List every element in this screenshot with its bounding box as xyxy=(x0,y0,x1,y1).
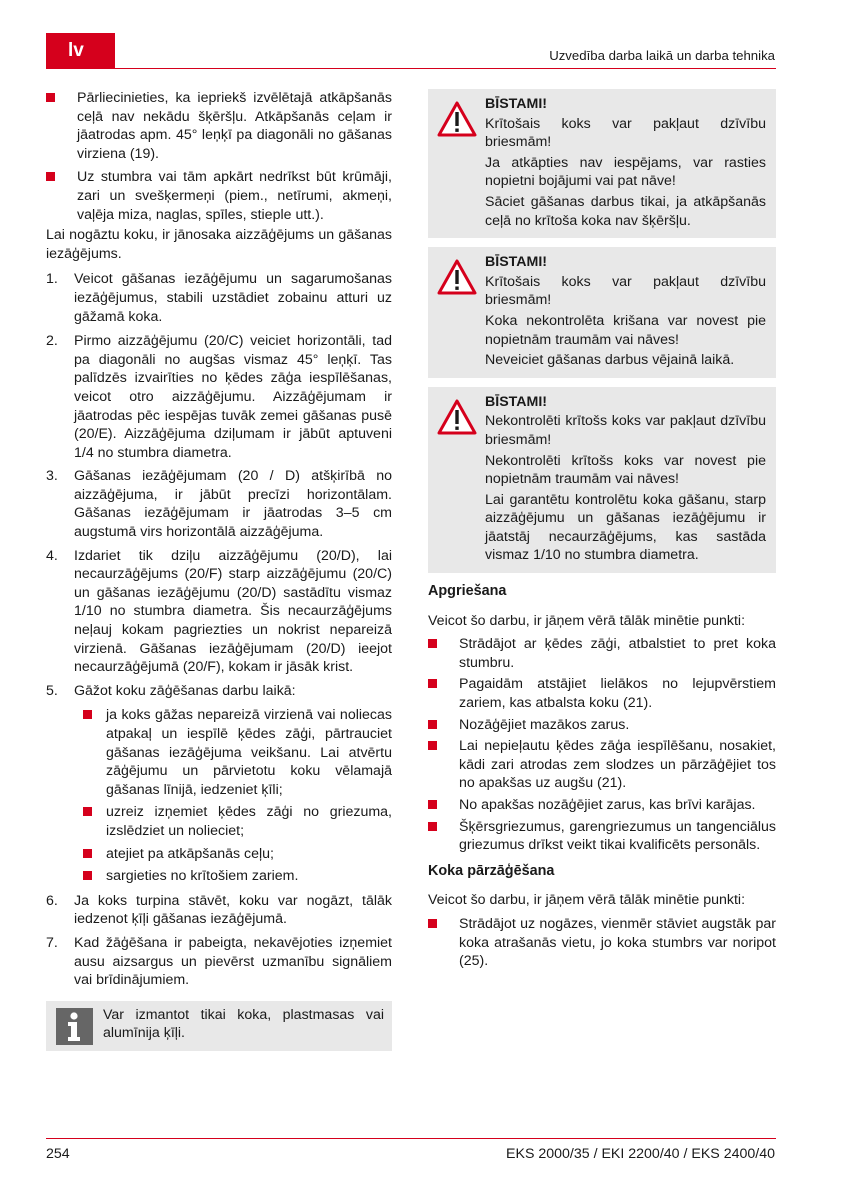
bullet-text: Strādājot ar ķēdes zāģi, atbalstiet to pret koka stumbru. xyxy=(459,636,776,671)
header-rule xyxy=(46,68,776,69)
bullet-item xyxy=(46,89,392,163)
danger-title: BĪSTAMI! xyxy=(485,393,547,410)
bullet-square-icon xyxy=(83,849,92,858)
bullet-text: No apakšas nozāģējiet zarus, kas brīvi karājas. xyxy=(459,797,756,813)
step-number: 1. xyxy=(46,271,58,288)
sub-bullet-text: ja koks gāžas nepareizā virzienā vai noliecas atpakaļ un iespīlē ķēdes zāģi, pārtrauciet gāšanas iezāģējuma veikšanu. Lai atvērtu zāģējumu un pārvietotu koku vēlamajā gāšanas līnijā, iedzeniet ķīli; xyxy=(106,707,392,798)
step-number: 4. xyxy=(46,547,58,564)
page-number: 254 xyxy=(46,1146,70,1162)
danger-line: Ja atkāpties nav iespējams, var rasties nopietni bojājumi vai pat nāve! xyxy=(485,154,766,190)
info-icon xyxy=(56,1008,93,1045)
bullet-item xyxy=(428,737,776,793)
danger-line: Nekontrolēti krītošs koks var pakļaut dzīvību briesmām! xyxy=(485,413,766,448)
danger-line: Krītošais koks var pakļaut dzīvību briesmām! xyxy=(485,115,766,151)
step-number: 3. xyxy=(46,468,58,485)
bullet-item xyxy=(428,796,776,815)
bullet-square-icon xyxy=(428,822,437,831)
info-text: Var izmantot tikai koka, plastmasas vai alumīnija ķīļi. xyxy=(103,1006,384,1042)
bullet-square-icon xyxy=(46,172,55,181)
step-text: Gāžot koku zāģēšanas darbu laikā: xyxy=(74,682,296,699)
danger-line: Koka nekontrolēta krišana var novest pie nopietnām traumām vai nāves! xyxy=(485,312,766,348)
bullet-text: Šķērsgriezumus, garengriezumus un tangenciālus griezumus drīkst veikt tikai kvalificēts personāls. xyxy=(459,818,776,854)
bullet-square-icon xyxy=(46,93,55,102)
warning-triangle-icon xyxy=(437,101,477,137)
language-tab: lv xyxy=(46,33,115,69)
numbered-step xyxy=(46,467,392,541)
footer-rule xyxy=(46,1138,776,1139)
bullet-square-icon xyxy=(83,871,92,880)
sub-bullet-item xyxy=(46,803,392,840)
sub-bullet-text: sargieties no krītošiem zariem. xyxy=(106,868,299,885)
bullet-square-icon xyxy=(428,679,437,688)
step-number: 6. xyxy=(46,892,58,909)
danger-box xyxy=(428,387,776,573)
step-text: Ja koks turpina stāvēt, koku var nogāzt, tālāk iedzenot ķīļi gāšanas iezāģējumā. xyxy=(74,892,392,928)
bullet-item xyxy=(428,635,776,672)
step-text: Izdariet tik dziļu aizzāģējumu (20/D), lai necaurzāģējums (20/F) starp aizzāģējumu (20/C) un gāšanas iezāģējumu (20/D) sastādītu vismaz 1/10 no stumbra diametra. Šis necaurzāģējums neļauj kokam pagriezties un nokrist nepareizā virzienā. Gāšanas iezāģējumam (20/D) ieejot necaurzāģējumā (20/F), kokam ir jāsāk krist. xyxy=(74,547,392,676)
footer-model-names: EKS 2000/35 / EKI 2200/40 / EKS 2400/40 xyxy=(506,1146,775,1162)
danger-line: Nekontrolēti krītošs koks var novest pie nopietnām traumām vai nāves! xyxy=(485,452,766,488)
section-heading-apgriesana: Apgriešana xyxy=(428,583,507,600)
sub-bullet-text: uzreiz izņemiet ķēdes zāģi no griezuma, izslēdziet un nolieciet; xyxy=(106,804,392,839)
bullet-item xyxy=(46,168,392,224)
info-note xyxy=(46,1001,392,1051)
step-number: 2. xyxy=(46,333,58,350)
danger-line: Krītošais koks var pakļaut dzīvību briesmām! xyxy=(485,273,766,309)
bullet-text: Uz stumbra vai tām apkārt nedrīkst būt krūmāji, zari un svešķermeņi (piem., netīrumi, akmeņi, vaļēja miza, naglas, spīles, stieple utt.). xyxy=(77,169,392,223)
bullet-text: Nozāģējiet mazākos zarus. xyxy=(459,716,630,733)
sub-bullet-text: atejiet pa atkāpšanās ceļu; xyxy=(106,845,274,862)
section-intro: Veicot šo darbu, ir jāņem vērā tālāk minētie punkti: xyxy=(428,892,746,909)
numbered-step xyxy=(46,892,392,929)
bullet-item xyxy=(428,818,776,855)
danger-box xyxy=(428,89,776,238)
step-text: Kad žāģēšana ir pabeigta, nekavējoties izņemiet ausu aizsargus un pievērst uzmanību signāliem vai brīdinājumiem. xyxy=(74,934,392,989)
bullet-text: Lai nepieļautu ķēdes zāģa iespīlēšanu, nosakiet, kādi zari atrodas zem slodzes un pārzāģējiet tos no apakšas uz augšu (21). xyxy=(459,738,776,792)
numbered-step xyxy=(46,934,392,990)
danger-title: BĪSTAMI! xyxy=(485,254,547,271)
danger-line: Lai garantētu kontrolētu koka gāšanu, starp aizzāģējumu un gāšanas iezāģējumu ir jāatstāj necaurzāģējums, kas sastāda vismaz 1/10 no stumbra diametra. xyxy=(485,491,766,564)
bullet-square-icon xyxy=(428,639,437,648)
sub-bullet-item xyxy=(46,867,392,886)
bullet-square-icon xyxy=(428,919,437,928)
danger-line: Sāciet gāšanas darbus tikai, ja atkāpšanās ceļā no krītoša koka nav šķēršļu. xyxy=(485,193,766,229)
bullet-square-icon xyxy=(428,741,437,750)
bullet-item xyxy=(428,915,776,971)
section-heading-koka-parzagesana: Koka pārzāģēšana xyxy=(428,862,555,879)
bullet-text: Strādājot uz nogāzes, vienmēr stāviet augstāk par koka atrašanās vietu, jo koka stumbrs var noripot (25). xyxy=(459,915,776,970)
numbered-step xyxy=(46,270,392,326)
numbered-step xyxy=(46,332,392,462)
step-text: Pirmo aizzāģējumu (20/C) veiciet horizontāli, tad pa diagonāli no augšas vismaz 45° leņķī. Tas palīdzēs izvairīties no ķēdes zāģa iespīlēšanas, veicot otro aizzāģējumu. Aizzāģējumam ir jāatrodas pēc iespējas tuvāk zemei gāšanas pusē (20/E). Aizzāģējuma dziļumam ir jābūt aptuveni 1/4 no stumbra diametra. xyxy=(74,333,392,461)
numbered-step xyxy=(46,547,392,677)
numbered-step xyxy=(46,682,392,701)
bullet-item xyxy=(428,675,776,712)
intro-paragraph: Lai nogāztu koku, ir jānosaka aizzāģējums un gāšanas iezāģējums. xyxy=(46,227,392,262)
section-intro: Veicot šo darbu, ir jāņem vērā tālāk minētie punkti: xyxy=(428,612,746,629)
bullet-square-icon xyxy=(428,800,437,809)
bullet-square-icon xyxy=(83,710,92,719)
header-title: Uzvedība darba laikā un darba tehnika xyxy=(549,48,775,63)
bullet-text: Pārliecinieties, ka iepriekš izvēlētajā atkāpšanās ceļā nav nekādu šķēršļu. Atkāpšanās ceļam ir jāatrodas apm. 45° leņķī pa diagonāli no gāšanas virziena (19). xyxy=(77,90,392,162)
step-number: 5. xyxy=(46,682,58,699)
step-number: 7. xyxy=(46,934,58,951)
sub-bullet-item xyxy=(46,706,392,799)
danger-box xyxy=(428,247,776,378)
warning-triangle-icon xyxy=(437,399,477,435)
sub-bullet-item xyxy=(46,845,392,864)
bullet-square-icon xyxy=(83,807,92,816)
step-text: Veicot gāšanas iezāģējumu un sagarumošanas iezāģējumus, stabili uzstādiet zobainu atturi uz gāžamā koka. xyxy=(74,271,392,325)
right-column xyxy=(428,89,776,971)
danger-line: Neveiciet gāšanas darbus vējainā laikā. xyxy=(485,352,735,369)
danger-title: BĪSTAMI! xyxy=(485,96,547,112)
bullet-square-icon xyxy=(428,720,437,729)
bullet-text: Pagaidām atstājiet lielākos no lejupvērstiem zariem, kas atbalsta koku (21). xyxy=(459,676,776,712)
warning-triangle-icon xyxy=(437,259,477,295)
step-text: Gāšanas iezāģējumam (20 / D) atšķirībā no aizzāģējuma, ir jābūt precīzi horizontālam. Gāšanas iezāģējumam ir jāatrodas 3–5 cm augstumā virs horizontālā aizzāģējuma. xyxy=(74,468,392,541)
bullet-item xyxy=(428,716,776,735)
left-column xyxy=(46,89,392,1051)
